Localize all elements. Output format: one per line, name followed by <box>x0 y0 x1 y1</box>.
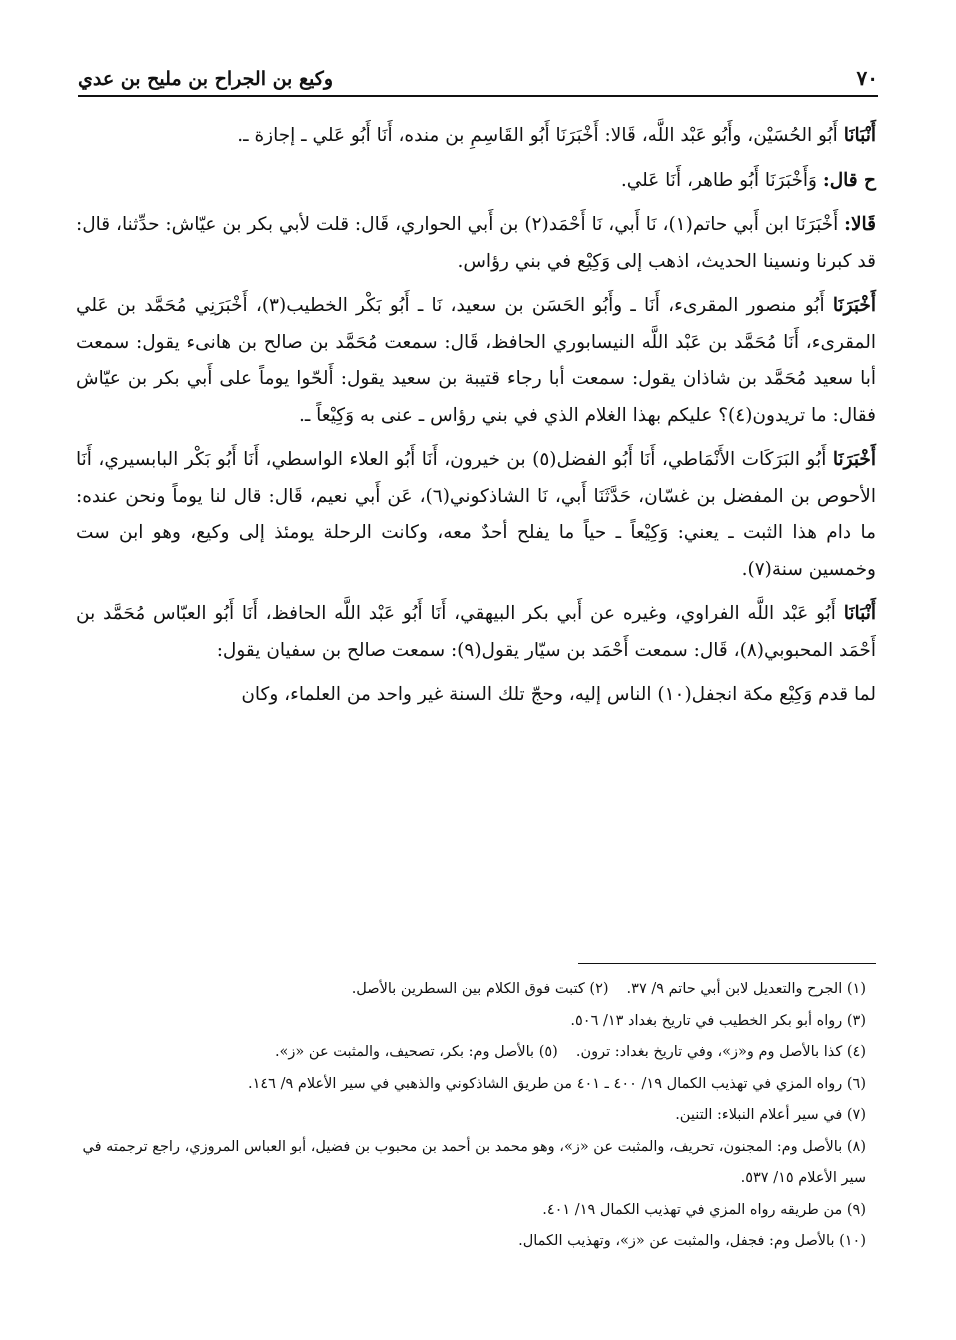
footnote-9: (٩) من طريقه رواه المزي في تهذيب الكمال ١٩/ ٤٠١. <box>542 1201 866 1218</box>
page-header <box>78 58 878 90</box>
paragraph-text: أَبُو منصور المقرىء، أَنَا ـ وأَبُو الحَسَن بن سعيد، نَا ـ أَبُو بَكْر الخطيب(٣)، أَخْبَرَنِي مُحَمَّد بن عَلي المقرىء، أَنَا مُحَمَّد بن عَبْد اللَّه النيسابوري الحافظ، قَال: سمعت مُحَمَّد بن صالح بن هانىء يقول: سمعت أبا سعيد مُحَمَّد بن شاذان يقول: سمعت أبا رجاء قتيبة بن سعيد يقول: أَلحّوا يوماً على أَبي بكر بن عيّاش فقال: ما تريدون(٤)؟ عليكم بهذا الغلام الذي في بني رؤاس ـ عنى به وَكِيْعاً ـ. <box>76 295 876 426</box>
footnote-2: (٢) كتبت فوق الكلام بين السطرين بالأصل. <box>351 981 609 997</box>
footnote-1: (١) الجرح والتعديل لابن أبي حاتم ٩/ ٣٧. <box>626 981 866 997</box>
paragraph-5 <box>76 442 876 588</box>
footnote-6: (٦) رواه المزي في تهذيب الكمال ١٩/ ٤٠٠ ـ ٤٠١ من طريق الشاذكوني والذهبي في سير الأعلام ٩/ ١٤٦. <box>247 1075 866 1092</box>
footnote-row <box>76 974 866 1006</box>
paragraph-6 <box>76 596 876 669</box>
paragraph-text: أَبُو البَرَكَات الأَنْمَاطي، أَنَا أَبُو الفضل(٥) بن خيرون، أَنَا أَبُو العلاء الواسطي، أَنَا أَبُو بَكْر البابسيري، أَنَا الأحوص بن المفضل بن غسّان، حَدَّثَنَا أَبي، نَا الشاذكوني(٦)، عَن أَبي نعيم، قَال: قال لنا يوماً ونحن عنده: ما دام هذا الثبت ـ يعني: وَكِيْعاً ـ حياً ما يفلح أحدٌ معه، وكانت الرحلة يومئذ إلى وكيع، وهو ابن ست وخمسين سنة(٧). <box>76 449 876 580</box>
footnote-row <box>76 1037 866 1069</box>
paragraph-2 <box>76 163 876 200</box>
paragraph-7 <box>76 677 876 714</box>
paragraph-3 <box>76 207 876 280</box>
footnotes <box>76 974 866 1258</box>
paragraph-text: لما قدم وَكِيْع مكة انجفل(١٠) الناس إليه، وحجّ تلك السنة غير واحد من العلماء، وكان <box>241 684 876 705</box>
paragraph-4 <box>76 288 876 434</box>
footnote-rule <box>578 963 876 964</box>
paragraph-lead: أَخْبَرَنَا <box>832 295 876 316</box>
paragraph-lead: أَخْبَرَنَا <box>832 449 876 470</box>
footnote-5: (٥) بالأصل وم: بكر، تصحيف، والمثبت عن «ز». <box>274 1044 558 1060</box>
running-title: وكيع بن الجراح بن مليح بن عدي <box>78 68 334 90</box>
footnote-3: (٣) رواه أبو بكر الخطيب في تاريخ بغداد ١٣/ ٥٠٦. <box>570 1012 866 1029</box>
paragraph-lead: ح قال: <box>822 169 876 191</box>
header-rule <box>78 95 878 97</box>
footnote-7: (٧) في سير أعلام النبلاء: التنين. <box>675 1107 866 1123</box>
paragraph-text: أَخْبَرَنَا ابن أَبي حاتم(١)، نَا أَبي، نَا أَحْمَد(٢) بن أَبي الحواري، قَال: قلت لأبي بكر بن عيّاش: حدِّثنا، قال: قد كبرنا ونسينا الحديث، اذهب إلى وَكِيْع في بني رؤاس. <box>75 214 876 272</box>
paragraph-lead: أَنْبَانَا <box>843 603 876 624</box>
paragraph-text: أَبُو عَبْد اللَّه الفراوي، وغيره عن أَبي بكر البيهقي، أَنَا أَبُو عَبْد اللَّه الحافظ، أَنَا أَبُو العبّاس مُحَمَّد بن أَحْمَد المحبوبي(٨)، قَال: سمعت أَحْمَد بن سيّار يقول(٩): سمعت صالح بن سفيان يقول: <box>76 603 876 661</box>
main-text <box>76 118 876 722</box>
paragraph-lead: أَنْبَانَا <box>843 125 876 146</box>
footnote-8: (٨) بالأصل وم: المجنون، تحريف، والمثبت عن «ز»، وهو محمد بن أحمد بن محبوب بن فضيل، أبو العباس المروزي، راجع ترجمته في سير الأعلام ١٥/ ٥٣٧. <box>82 1138 866 1186</box>
paragraph-1 <box>76 118 876 155</box>
footnote-4: (٤) كذا بالأصل وم و«ز»، وفي تاريخ بغداد: ترون. <box>575 1044 866 1060</box>
paragraph-text: وَأَخْبَرَنَا أَبُو طاهر، أَنَا عَلي. <box>620 169 823 191</box>
footnote-10: (١٠) بالأصل وم: فجفل، والمثبت عن «ز»، وتهذيب الكمال. <box>518 1233 866 1249</box>
paragraph-text: أَبُو الحُسَيْن، وأَبُو عَبْد اللَّه، قَالا: أَخْبَرَنَا أَبُو القَاسِمِ بن منده، أَنَا أَبُو عَلي ـ إجازة ـ. <box>237 125 844 146</box>
paragraph-lead: قَالا: <box>844 214 876 235</box>
page-number: ٧٠ <box>856 66 878 90</box>
